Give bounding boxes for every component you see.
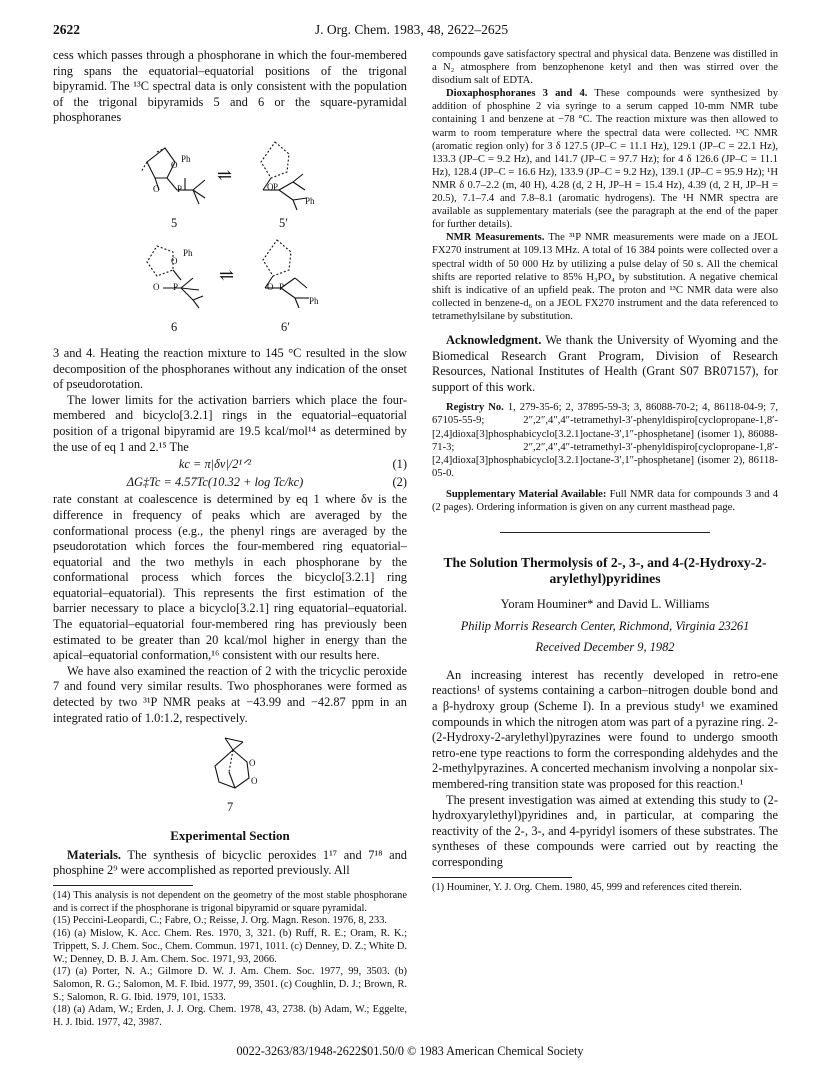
- equation-number: (2): [392, 474, 407, 489]
- paragraph-body: The ³¹P NMR measurements were made on a JEOL FX270 instrument at 109.13 MHz. A total of 16 384 points were collected over a spectral width of 50 000 Hz by utilizing a pulse delay of 50 s. All the chemical shifts are reported relative to 85% H₃PO₄ by substitution. A negative chemical shift is indicative of an upfield peak. The proton and ¹³C NMR data were also collected in benzene-d₆ on a JEOL FX270 instrument and the data referenced to tetramethylsilane by substitution.: [432, 232, 779, 322]
- paragraph: compounds gave satisfactory spectral and physical data. Benzene was distilled in a N₂ atmosphere from benzophenone ketyl and then was stirred over the disodium salt of EDTA.: [432, 49, 778, 87]
- compound-label-5-prime: 5′: [279, 215, 288, 230]
- section-heading: Experimental Section: [170, 828, 290, 844]
- equilibrium-arrow: ⇌: [219, 264, 235, 285]
- authors: Yoram Houminer* and David L. Williams: [500, 597, 710, 612]
- paragraph-body: We thank the University of Wyoming and the Biomedical Research Grant Program, Division of Research Resources, National Institutes of Health (Grant S07 BR07157), for support of this work.: [432, 332, 778, 394]
- left-column: [53, 48, 407, 1030]
- paragraph: cess which passes through a phosphorane in which the four-membered ring spans the equatorial–equatorial positions of the trigonal bipyramid. The ¹³C spectral data is only consistent with the population of the trigonal bipyramids 5 and 6 or the square-pyramidal phosphoranes: [53, 48, 407, 125]
- atom-label: P: [279, 281, 285, 292]
- footnote-15: (15) Peccini-Leopardi, C.; Fabre, O.; Reisse, J. Org. Magn. Reson. 1976, 8, 233.: [53, 915, 387, 927]
- equation-1: [53, 457, 407, 473]
- paragraph-body: The synthesis of bicyclic peroxides 1¹⁷ and 7¹⁸ and phosphine 2⁹ were accomplished as reported previously. All: [53, 847, 407, 878]
- paragraph: [432, 231, 778, 323]
- paragraph: 3 and 4. Heating the reaction mixture to 145 °C resulted in the slow decomposition of the phosphoranes without any indication of the onset of pseudorotation.: [53, 345, 407, 392]
- compound-label-5: 5: [171, 215, 178, 230]
- paragraph: rate constant at coalescence is determined by eq 1 where δν is the difference in frequency of peaks which are averaged by the conformational process (e.g., the phenyl rings are averaged by the pseudorotation which forces the four-membered ring equatorial–equatorial and the two methyls in each phosphorane by the conformational process which forces the bicyclo[3.2.1] ring equatorial–equatorial). This represents the first estimation of the barrier necessary to place a bicyclo[3.2.1] ring equatorial–equatorial. The equatorial–equatorial four-membered ring has previously been estimated to be greater than 20 kcal/mol higher in energy than the apical–equatorial conformation,¹⁶ consistent with our results here.: [53, 492, 407, 663]
- paragraph: An increasing interest has recently developed in retro-ene reactions¹ of systems containing a carbon–nitrogen double bond and a β-hydroxy group (Scheme I). In a previous study¹ we examined compounds in which the nitrogen atom was part of a pyrazine ring. 2-(2-Hydroxy-2-arylethyl)pyrazines were found to undergo smooth retro-ene type reactions to form the corresponding aldehydes and the 2-methylpyrazines. A concerted mechanism involving a nonpolar six-membered-ring transition state was proposed for this reaction.¹: [432, 667, 778, 792]
- compound-label-6: 6: [171, 319, 178, 334]
- footnote-18: (18) (a) Adam, W.; Erden, J. J. Org. Chem. 1978, 43, 2738. (b) Adam, W.; Eggelte, H. J. Ibid. 1977, 42, 3987.: [53, 1004, 407, 1029]
- footnote-17: (17) (a) Porter, N. A.; Gilmore D. W. J. Am. Chem. Soc. 1977, 99, 3503. (b) Salomon, R. G.; Salomon, M. F. Ibid. 1977, 99, 3501. (c) Coughlin, D. J.; Brown, R. S.; Salomon, R. G. Ibid. 1979, 101, 1533.: [53, 966, 407, 1003]
- atom-label: O: [249, 758, 256, 769]
- paragraph: The present investigation was aimed at extending this study to (2-hydroxyarylethyl)pyridines and, in particular, at comparing the reactivity of the 2-, 3-, and 4-pyridyl isomers of these substrates. The syntheses of these compounds were carried out by reacting the corresponding: [432, 792, 778, 869]
- run-in-heading: Supplementary Material Available:: [446, 488, 607, 500]
- run-in-heading: Materials.: [67, 847, 122, 862]
- atom-label: O: [251, 776, 258, 787]
- footnote-14: (14) This analysis is not dependent on the geometry of the most stable phosphorane and is correct if the phosphorane is trigonal bipyramid or square pyramidal.: [53, 890, 407, 914]
- affiliation: Philip Morris Research Center, Richmond, Virginia 23261: [460, 618, 750, 633]
- running-header: [53, 22, 770, 40]
- phosphorane-structures: [53, 128, 407, 346]
- equation-text: ΔG‡Tc = 4.57Tc(10.32 + log Tc/kc): [126, 474, 304, 489]
- run-in-heading: Dioxaphosphoranes 3 and 4.: [446, 88, 588, 100]
- atom-label: P: [273, 181, 279, 192]
- atom-label: O: [267, 181, 274, 192]
- atom-label: O: [153, 281, 160, 292]
- atom-label: Ph: [181, 153, 191, 164]
- right-column: [432, 48, 778, 894]
- page-footer: 0022-3263/83/1948-2622$01.50/0 © 1983 American Chemical Society: [236, 1044, 584, 1058]
- atom-label: O: [267, 281, 274, 292]
- footnote-rule: [53, 885, 193, 886]
- paragraph: The lower limits for the activation barriers which place the four-membered and bicyclo[3.2.1] rings in the equatorial–equatorial position of a trigonal bipyramid are 19.5 kcal/mol¹⁴ as determined by the use of eq 1 and 2.¹⁵ The: [53, 392, 407, 454]
- run-in-heading: NMR Measurements.: [446, 232, 545, 244]
- atom-label: Ph: [183, 247, 193, 258]
- atom-label: P: [173, 281, 179, 292]
- run-in-heading: Registry No.: [446, 402, 504, 414]
- paragraph: [432, 488, 778, 514]
- paragraph-body: 1, 279-35-6; 2, 37895-59-3; 3, 86088-70-2; 4, 86118-04-9; 7, 67105-55-9; 2″,2″,4″,4″-tetramethyl-3′-phenyldispiro[cyclopropane-1,8′-[2,4]dioxa[3]phosphabicyclo[3.2.1]octane-3′,1″-phosphetane] (isomer 1), 86088-71-3; 2″,2″,4″,4″-tetramethyl-3′-phenyldispiro[cyclopropane-1,8′-[2,4]dioxa[3]phosphabicyclo[3.2.1]octane-3′,1″-phosphetane] (isomer 2), 86118-05-0.: [432, 402, 778, 479]
- page-number: 2622: [53, 22, 80, 37]
- equation-text: kc = π|δν|/2¹ᐟ²: [178, 457, 252, 472]
- peroxide-7-structure: [53, 726, 407, 822]
- phosphorane-structures-drawing: [53, 128, 407, 346]
- paragraph-body: Full NMR data for compounds 3 and 4 (2 pages). Ordering information is given on any current masthead page.: [432, 488, 778, 513]
- atom-label: O: [153, 183, 160, 194]
- paragraph: [53, 848, 407, 879]
- equilibrium-arrow: ⇌: [217, 164, 233, 185]
- atom-label: P: [177, 183, 183, 194]
- equation-number: (1): [392, 457, 407, 472]
- article-separator: [500, 532, 710, 533]
- atom-label: Ph: [305, 195, 315, 206]
- article-title: The Solution Thermolysis of 2-, 3-, and 4-(2-Hydroxy-2-arylethyl)pyridines: [443, 555, 767, 587]
- paragraph: [432, 333, 778, 395]
- atom-label: Ph: [309, 295, 319, 306]
- paragraph: [432, 401, 778, 480]
- received-date: Received December 9, 1982: [535, 640, 675, 655]
- paragraph: We have also examined the reaction of 2 with the tricyclic peroxide 7 and found very similar results. Two phosphoranes were formed as detected by two ³¹P NMR peaks at −43.99 and −42.87 ppm in an integrated ratio of 1.0:1.2, respectively.: [53, 663, 407, 725]
- atom-label: O: [171, 159, 178, 170]
- footnote-rule: [432, 877, 572, 878]
- paragraph-body: These compounds were synthesized by addition of phosphine 2 via syringe to a serum capped 10-mm NMR tube containing 1 and benzene at −78 °C. The reaction mixture was then allowed to warm to room temperature where the spectral data were collected. ¹³C NMR (aromatic region only) for 3 δ 127.5 (JP–C = 11.1 Hz), 129.1 (JP–C = 22.1 Hz), 133.3 (JP–C = 9.2 Hz), and 141.7 (JP–C = 97.7 Hz); for 4 δ 126.6 (JP–C = 11.1 Hz), 128.4 (JP–C = 16.6 Hz), 133.9 (JP–C = 9.2 Hz), 139.1 (JP–C = 95.9 Hz); ¹H NMR δ 0.7–2.2 (m, 40 H), 4.28 (d, 2 H, JP–H = 15.4 Hz), 4.39 (d, 2 H, JP–H = 20.5), 7.1–7.4 and 7.8–8.1 (aromatic hydrogens). The ¹H NMR spectra are available as supplementary materials (see the paragraph at the end of the paper for further details).: [432, 88, 778, 231]
- atom-label: O: [171, 255, 178, 266]
- equation-2: [53, 475, 407, 491]
- compound-label-7: 7: [227, 800, 234, 815]
- run-in-heading: Acknowledgment.: [446, 332, 542, 347]
- compound-label-6-prime: 6′: [281, 319, 290, 334]
- footnote-1: (1) Houminer, Y. J. Org. Chem. 1980, 45, 999 and references cited therein.: [432, 881, 742, 893]
- journal-citation: J. Org. Chem. 1983, 48, 2622–2625: [314, 22, 509, 37]
- footnote-16: (16) (a) Mislow, K. Acc. Chem. Res. 1970, 3, 321. (b) Ruff, R. E.; Oram, R. K.; Trippett, S. J. Chem. Soc., Chem. Commun. 1971, 1011. (c) Denney, D. Z.; White D. W.; Denney, D. B. J. Am. Chem. Soc. 1971, 93, 2066.: [53, 928, 407, 965]
- paragraph: [432, 87, 778, 231]
